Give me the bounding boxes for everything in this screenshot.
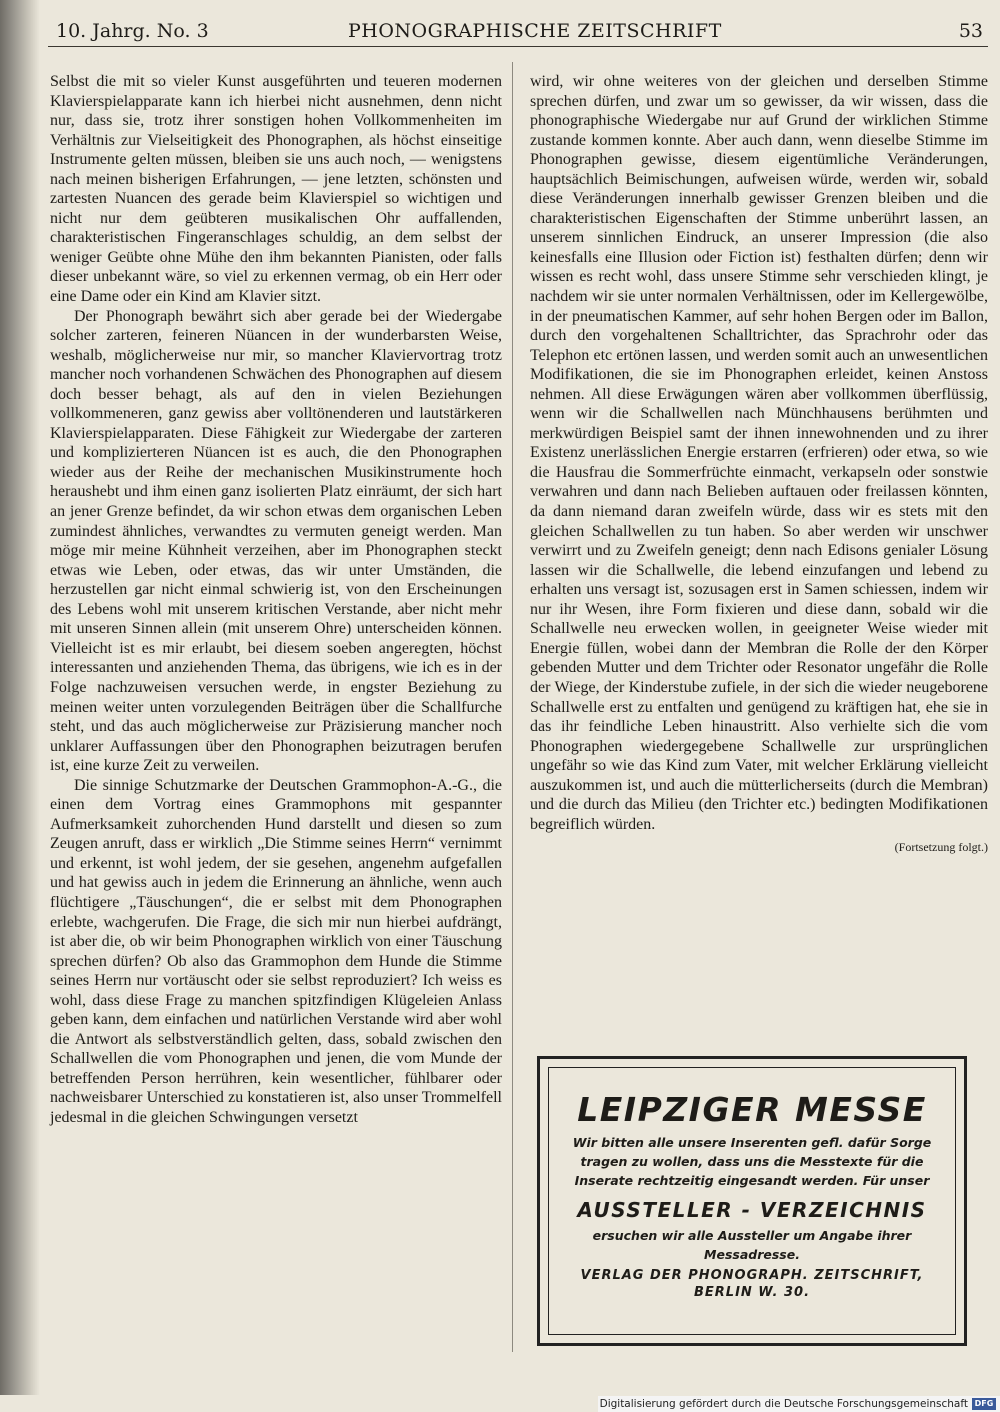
issue-label: 10. Jahrg. No. 3 <box>56 20 209 42</box>
dfg-logo: DFG <box>972 1398 996 1410</box>
ad-title: LEIPZIGER MESSE <box>577 1090 927 1129</box>
paragraph: Der Phonograph bewährt sich aber gerade bei der Wiedergabe solcher zarteren, feineren Nüancen in der wunderbarsten Weise, weshalb, möglicherweise nur mir, so mancher Klaviervortrag trotz mancher noch vorhandenen Schwächen des Phonographen auf diesem doch besser behagt, als auf den in vielen Beziehungen vollkommeneren, ganz gewiss aber volltönenderen und lautstärkeren Klavierspielapparaten. Diese Fähigkeit zur Wiedergabe der zarteren und komplizierteren Nüancen ist es auch, die den Phonographen wieder aus der Reihe der mechanischen Musikinstrumente hoch heraushebt und ihm einen ganz isolierten Platz einräumt, der sich hart an jener Grenze befindet, da wir schon etwas dem organischen Leben zumindest ähnliches, verwandtes zu vermuten geneigt werden. Man möge mir meine Kühnheit verzeihen, aber im Phonographen steckt etwas wie Leben, oder etwas, das wir unter Umständen, die herzustellen gar nicht einmal schwierig ist, von den Erscheinungen des Lebens wohl mit unserem kritischen Verstande, aber nicht mehr mit unseren Sinnen allein (mit unserem Ohre) unterscheiden können. Vielleicht ist es mir erlaubt, bei diesem soeben angeregten, höchst interessanten und anziehenden Thema, das übrigens, wie ich es in der Folge nachzuweisen versuchen werde, in engster Beziehung zu meinen weiter unten vorzulegenden Beiträgen über die Schallfurche steht, und das auch möglicherweise zur Präzisierung mancher noch unklarer Auffassungen über den Phonographen beizutragen berufen ist, eine kurze Zeit zu verweilen. <box>50 307 502 775</box>
paragraph: Selbst die mit so vieler Kunst ausgeführten und teueren modernen Klavierspielapparate kann ich hierbei nicht ausnehmen, denn nicht nur, dass sie, trotz ihrer sonstigen hohen Vollkommenheiten im Verhältnis zur Vielseitigkeit des Phonographen, als höchst einseitige Instrumente gelten müssen, bleiben sie uns auch noch, — wenigstens nach meinen bisherigen Erfahrungen, — jene letzten, schönsten und zartesten Nuancen des gerade beim Klavierspiel so wichtigen und nicht nur dem geübteren musikalischen Ohr auffallenden, charakteristischen Fingeranschlages schuldig, an dem selbst der weniger Geübte ohne Mühe den ihm bekannten Pianisten, oder falls dieser unbekannt wäre, so viel zu erkennen vermag, ob ein Herr oder eine Dame oder ein Kind am Klavier sitzt. <box>50 73 502 306</box>
ad-text-2: ersuchen wir alle Aussteller um Angabe ihrer Messadresse. <box>592 1228 912 1262</box>
footer-text: Digitalisierung gefördert durch die Deutsche Forschungsgemeinschaft <box>599 1398 968 1410</box>
left-column <box>50 72 502 1128</box>
column-separator <box>512 62 513 1352</box>
ad-text: Wir bitten alle unsere Inserenten gefl. dafür Sorge tragen zu wollen, dass uns die Messtexte für die Inserate rechtzeitig eingesandt werden. Für unser <box>572 1135 932 1188</box>
header-rule <box>48 46 988 47</box>
running-header <box>48 18 983 46</box>
ad-city: BERLIN W. 30. <box>693 1285 811 1300</box>
digitization-footer <box>598 1396 1000 1412</box>
right-column <box>530 72 988 858</box>
ad-subtitle: AUSSTELLER - VERZEICHNIS <box>577 1198 927 1222</box>
ad-publisher: VERLAG DER PHONOGRAPH. ZEITSCHRIFT, <box>580 1268 924 1283</box>
book-gutter-shadow <box>0 0 40 1395</box>
advertisement-inner-frame <box>548 1067 956 1335</box>
advertisement-box <box>537 1056 967 1346</box>
continuation-note: (Fortsetzung folgt.) <box>894 840 988 855</box>
journal-title: PHONOGRAPHISCHE ZEITSCHRIFT <box>348 20 722 42</box>
page-number: 53 <box>958 20 983 42</box>
paragraph: Die sinnige Schutzmarke der Deutschen Grammophon-A.-G., die einen dem Vortrag eines Grammophons mit gespannter Aufmerksamkeit zuhorchenden Hund darstellt und diesen so zum Zeugen anruft, dass er wirklich „Die Stimme seines Herrn“ vernimmt und erkennt, ist wohl jedem, der sie gesehen, angenehm aufgefallen und hat gewiss auch in jedem die Erinnerung an ähnliche, wenn auch flüchtigere „Täuschungen“, die er selbst mit dem Phonographen erlebte, wachgerufen. Die Frage, die sich mir nun hierbei aufdrängt, ist aber die, ob wir beim Phonographen wirklich von einer Täuschung sprechen dürfen? Ob also das Grammophon dem Hunde die Stimme seines Herrn nur vortäuscht oder sie selbst reproduziert? Ich weiss es wohl, dass diese Frage zu manchen spitzfindigen Klügeleien Anlass geben kann, dem einfachen und natürlichen Verstande wird aber wohl die Antwort als selbstverständlich gelten, dass, sobald zwischen den Schallwellen die vom Phonographen und jenen, die vom Munde der betreffenden Person herrühren, kein wesentlicher, fühlbarer oder nachweisbarer Unterschied zu konstatieren ist, also unser Trommelfell jedesmal in die gleichen Schwingungen versetzt <box>50 776 502 1126</box>
paragraph: wird, wir ohne weiteres von der gleichen und derselben Stimme sprechen dürfen, und zwar um so gewisser, da wir wissen, dass die phonographische Wiedergabe nur auf Grund der wirklichen Stimme zustande kommen konnte. Aber auch dann, wenn dieselbe Stimme im Phonographen gewisse, diesem eigentümliche Veränderungen, hauptsächlich Beimischungen, aufweisen würde, werden wir, sobald diese Veränderungen innerhalb gewisser Grenzen bleiben und die charakteristischen Eigenschaften der Stimme unberührt lassen, an unserem sinnlichen Eindruck, an unserer Impression (die also keinesfalls eine Illusion oder Fiction ist) festhalten dürfen; denn wir wissen es recht wohl, dass unsere Stimme sehr verschieden klingt, je nachdem wir sie unter normalen Verhältnissen, oder im Kellergewölbe, in der pneumatischen Kammer, auf sehr hohen Bergen oder im Ballon, durch den vorgehaltenen Schalltrichter, das Sprachrohr oder das Telephon etc ertönen lassen, und werden somit auch an unwesentlichen Modifikationen, die sie im Phonographen erleidet, keinen Anstoss nehmen. All diese Erwägungen wären aber vollkommen überflüssig, wenn wir die Schallwellen nach Münchhausens berühmten und merkwürdigen Beispiel samt der ihnen innewohnenden und zu ihrer Existenz unerlässlichen Energie erstarren (erfrieren) oder etwa, so wie die Hausfrau die Sommerfrüchte einmacht, verkapseln oder sonstwie verwahren und dann nach Belieben auftauen oder freilassen könnten, da dann niemand daran zweifeln würde, dass wir es stets mit den gleichen Schallwellen zu tun haben. So aber werden wir unschwer verwirrt und zu Zweifeln geneigt; denn nach Edisons genialer Lösung lassen wir die Schallwelle, die lebend einzufangen und lebend zu erhalten uns versagt ist, sozusagen erst in Samen schiessen, indem wir nur ihr Wesen, ihre Form fixieren und diese dann, sobald wir die Schallwelle neu erwecken wollen, in geeigneter Weise wieder mit Energie füllen, wobei dann der Membran die Rolle der den Körper gebenden Mutter und dem Trichter oder Resonator ungefähr die Rolle der Wiege, der Kinderstube zufiele, in der sich die wieder neugeborene Schallwelle erst zu entfalten und genügend zu kräftigen hat, ehe sie in das ihr feindliche Leben hinaustritt. Also verhielte sich die vom Phonographen wiedergegebene Schallwelle zur ursprünglichen ungefähr so wie das Kind zum Vater, mit welcher Erklärung vielleicht auszukommen ist, und auch die mütterlicherseits (durch die Membran) und die durch das Milieu (den Trichter etc.) bedingten Modifikationen begreiflich würden. <box>530 73 988 833</box>
